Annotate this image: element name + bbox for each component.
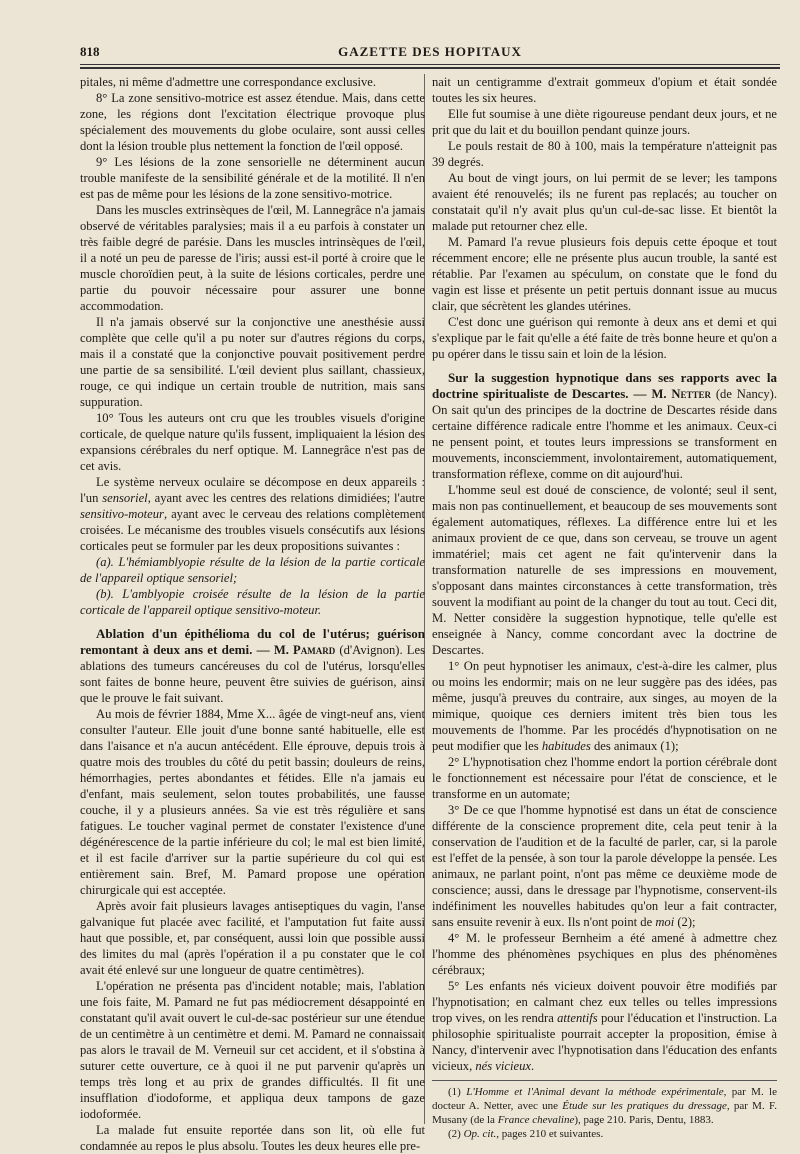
paragraph: Au bout de vingt jours, on lui permit de se lever; les tampons avaient été renouvelés; ils ne furent pas replacés; au toucher on constatait qu'il n'y avait plus qu'un cul-de-sac lisse. Et bientôt la malade put retourner chez elle. [432,171,777,233]
italic-term: Op. cit. [463,1128,497,1140]
article-paragraph [432,370,777,482]
paragraph: 8° La zone sensitivo-motrice est assez étendue. Mais, dans cette zone, les régions dont l'excitation électrique provoque plus spécialement des mouvements du globe oculaire, sont aussi celles dont la lésion trouble plus nettement la fonction de l'œil opposé. [80,91,425,153]
text-run: . [530,1059,535,1073]
running-title: GAZETTE DES HOPITAUX [338,44,522,59]
text-run: , pages 210 et suivantes. [496,1128,604,1140]
paragraph: 9° Les lésions de la zone sensorielle ne déterminent aucun trouble manifeste de la sensibilité générale et de la motilité. Il n'en est pas de même pour les lésions de la zone sensitivo-motrice. [80,155,425,201]
header-rule [80,64,780,65]
text-run: 3° De ce que l'homme hypnotisé est dans un état de conscience différente de la conscience proprement dite, cela peut tenir à la conservation de l'audition et de la faculté de parler, car, si la parole est l'effet de la pensée, à son tour la parole développe la pensée. Les animaux, ne parlant point, n'ont pas même ce deuxième mode de conscience; aussi, dans le dressage par l'hypnotisme, conservent-ils indéfiniment les nouvelles habitudes qu'on leur a fait contracter, sans ensuite revenir à eux. Ils n'ont point de [432,803,777,929]
footnote-rule [432,1080,777,1081]
paragraph: 4° M. le professeur Bernheim a été amené à admettre chez l'homme des phénomènes psychiques en plus des phénomènes cérébraux; [432,931,777,977]
paragraph: pitales, ni même d'admettre une correspondance exclusive. [80,75,377,89]
italic-term: moi [655,915,675,929]
paragraph: nait un centigramme d'extrait gommeux d'opium et était sondée toutes les six heures. [432,75,777,105]
italic-term: sensoriel [102,491,148,505]
author-place: (de Nancy). [710,387,777,401]
footnote-1 [432,1085,777,1127]
paragraph: L'opération ne présenta pas d'incident notable; mais, l'ablation une fois faite, M. Pamard ne fut pas médiocrement désappointé en constatant qu'il avait ouvert le cul-de-sac postérieur sur une étendue de un centimètre à un centimètre et demi. M. Pamard ne connaissait pas alors le travail de M. Verneuil sur cet accident, et il s'obstina à suturer cette ouverture, ce à quoi il ne put parvenir qu'après un temps très long et au prix de grandes difficultés. Il fit une insufflation d'iodoforme, et appliqua deux tampons de gaze iodoformée. [80,979,425,1121]
text-run: On sait qu'un des principes de la doctrine de Descartes réside dans certaine différence radicale entre l'homme et les animaux. Ceux-ci ne pensent point, et toutes leurs impressions se transforment en mouvements, inconsciemment, involontairement, automatiquement, transformation réflexe, comme on dit aujourd'hui. [432,403,777,481]
paragraph: Après avoir fait plusieurs lavages antiseptiques du vagin, l'anse galvanique fut placée avec facilité, et l'amputation fut faite aussi haut que possible, et, par conséquent, aussi loin que possible aussi des limites du mal (après l'opération il a pu constater que le col avait été enlevé sur une longueur de quatre centimètres). [80,899,425,977]
paragraph: Le pouls restait de 80 à 100, mais la température n'atteignit pas 39 degrés. [432,139,777,169]
paragraph: C'est donc une guérison qui remonte à deux ans et demi et qui s'explique par le fait qu'elle a été faite de très bonne heure et qu'on a pu opérer dans le tissu sain et loin de la lésion. [432,315,777,361]
proposition-a: (a). L'hémiamblyopie résulte de la lésion de la partie corticale de l'appareil optique sensoriel; [80,555,425,585]
text-run: , ayant avec le cerveau des relations complètement croisées. Le mécanisme des troubles visuels consécutifs aux lésions corticales peut se formuler par les deux propositions suivantes : [80,507,425,553]
header-rule-thick [80,67,780,69]
paragraph [432,658,777,754]
italic-term: Étude sur les pratiques du dressage [562,1100,727,1112]
paragraph [432,802,777,930]
text-run: pour l'éducation et l'instruction. La philosophie spiritualiste pourrait accepter la proposition, émise à Nancy, d'intervenir avec l'hypnotisation dans l'éducation des enfants vicieux, [432,1011,777,1073]
text-run: , par M. F. Musany (de la [432,1100,777,1126]
italic-term: habitudes [541,739,591,753]
page-number: 818 [80,44,100,59]
page-header [80,44,780,66]
text-run: (2) [448,1128,464,1140]
italic-term: France chevaline [497,1114,575,1126]
paragraph: 2° L'hypnotisation chez l'homme endort la portion cérébrale dont le fonctionnement est nécessaire pour l'état de conscience, et le transforme en un automate; [432,755,777,801]
paragraph: 10° Tous les auteurs ont cru que les troubles visuels d'origine corticale, de quelque nature qu'ils fussent, impliquaient la lésion des expansions cérébrales du nerf optique. M. Lannegrâce n'est pas de cet avis. [80,411,425,473]
italic-term: L'Homme et l'Animal devant la méthode expérimentale [466,1086,724,1098]
article-title: Sur la suggestion hypnotique dans ses rapports avec la doctrine spiritualiste de Descartes. — [432,370,777,401]
paragraph [80,474,425,554]
italic-term: sensitivo-moteur [80,507,164,521]
right-column [432,74,777,1141]
paragraph [432,978,777,1074]
paragraph: Dans les muscles extrinsèques de l'œil, M. Lannegrâce n'a jamais observé de véritables paralysies; mais il a eu parfois à constater un très faible degré de parésie. Dans les muscles intrinsèques de l'œil, il a noté un peu de paresse de l'iris; aussi est-il porté à croire que le muscle choroïdien peut, à la suite de lésions corticales, perdre une partie du pouvoir nécessaire pour assurer une bonne accommodation. [80,203,425,313]
text-run: des animaux (1); [590,739,679,753]
text-run: 1° On peut hypnotiser les animaux, c'est-à-dire les calmer, plus ou moins les endormir; mais on ne leur suggère pas des idées, pas même, jusqu'à preuves du contraire, aux singes, au moyen de la mimique, quoique ces derniers imitent très bien tous les mouvements de l'homme. Par les procédés d'hypnotisation on ne peut modifier que les [432,659,777,753]
text-run: Le système nerveux oculaire se décompose en deux appareils : l'un [80,475,425,505]
text-run: (2); [674,915,696,929]
left-column [80,74,425,1154]
article-paragraph [80,626,425,706]
paragraph: L'homme seul est doué de conscience, de volonté; seul il sent, mais non pas continuellement, et beaucoup de ses mouvements sont également automatiques, réflexes. La différence entre lui et les animaux provient de ce que, dans son cerveau, se trouve un agent immatériel; mais cet agent ne fait qu'intervenir dans la transformation naturelle de ses impressions en mouvement, s'opposant dans maintes circonstances à cette transformation, très souvent la modifiant au point de la changer du tout au tout. Ceci dit, M. Netter considère la suggestion hypnotique, telle qu'elle est enseignée à Nancy, comme concordant avec la doctrine de Descartes. [432,483,777,657]
text-run: , ayant avec les centres des relations dimidiées; l'autre [147,491,425,505]
italic-term: attentifs [557,1011,598,1025]
proposition-b: (b). L'amblyopie croisée résulte de la lésion de la partie corticale de l'appareil optique sensitivo-moteur. [80,587,425,617]
paragraph: Au mois de février 1884, Mme X... âgée de vingt-neuf ans, vient consulter l'auteur. Elle jouit d'une bonne santé habituelle, elle est dans l'aisance et n'a aucun antécédent. Elle éprouve, depuis trois à quatre mois des troubles du côté du petit bassin; douleurs de reins, hémorrhagies, pertes abondantes et fétides. Elle n'a jamais eu d'enfant, mais seulement, selon toutes probabilités, une fausse couche, il y a plusieurs années. Sa vie est très régulière et sans fatigues. Le toucher vaginal permet de constater l'existence d'une dégénérescence de la partie inférieure du col; le mal est bien limité, et il est facile d'arriver sur la partie supérieure du col qui est entièrement sain. Bref, M. Pamard propose une opération chirurgicale qui est acceptée. [80,707,425,897]
paragraph: La malade fut ensuite reportée dans son lit, où elle fut condamnée au repos le plus absolu. Toutes les deux heures elle pre- [80,1123,425,1153]
italic-term: nés vicieux [475,1059,531,1073]
footnote-2 [432,1127,777,1141]
text-run: (1) [448,1086,467,1098]
article-author: M. Pamard [273,643,336,657]
paragraph: M. Pamard l'a revue plusieurs fois depuis cette époque et tout récemment encore; elle ne présente plus aucun trouble, la santé est rétablie. Par l'examen au spéculum, on constate que le fond du vagin est lisse et présente un petit pertuis donnant issue au mucus clair, que sécrètent les glandes utérines. [432,235,777,313]
author-place: (d'Avignon). [335,643,403,657]
paragraph: Il n'a jamais observé sur la conjonctive une anesthésie aussi complète que celle qu'il a pu noter sur d'autres régions du corps, mais il a constaté que la conjonctive pouvait positivement perdre une partie de sa sensibilité. L'œil devient plus saillant, chassieux, rouge, ce qui indique un certain trouble de nutrition, mais sans suppuration. [80,315,425,409]
text-run: 5° Les enfants nés vicieux doivent pouvoir être modifiés par l'hypnotisation; en calmant chez eux telles ou telles impressions trop vives, on les rendra [432,979,777,1025]
paragraph: Elle fut soumise à une diète rigoureuse pendant deux jours, et ne prit que du lait et du bouillon pendant quinze jours. [432,107,777,137]
text-run: ), page 210. Paris, Dentu, 1883. [574,1114,714,1126]
article-author: M. Netter [651,387,711,401]
article-title: Ablation d'un épithélioma du col de l'utérus; guérison remontant à deux ans et demi. — [80,626,425,657]
text-run: Les ablations des tumeurs cancéreuses du col de l'utérus, lorsqu'elles sont faites de bonne heure, peuvent être suivies de guérison, ainsi que le prouve le fait suivant. [80,643,425,705]
text-run: , par M. le docteur A. Netter, avec une [432,1086,777,1112]
